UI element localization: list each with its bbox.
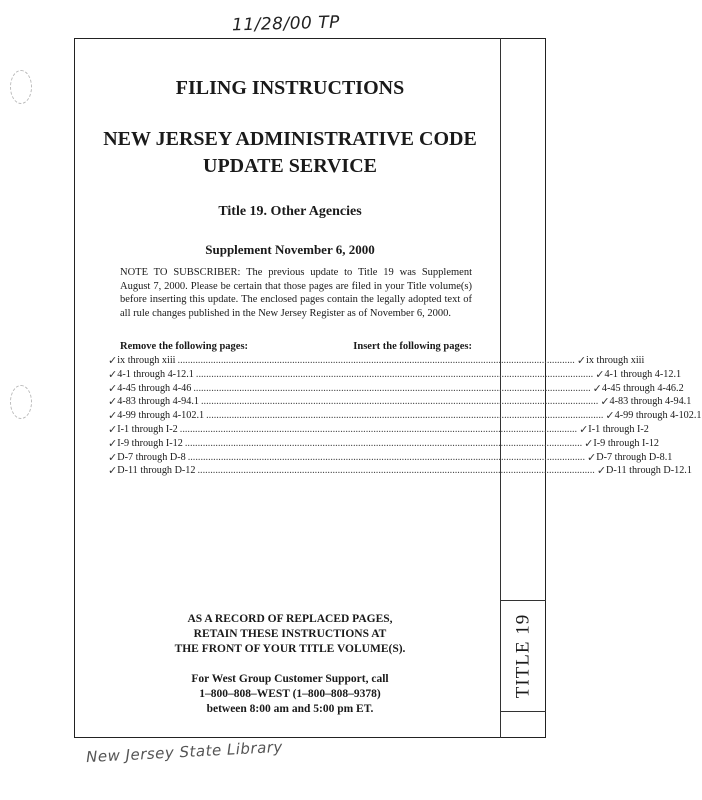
check-mark-icon: ✓ [596,464,607,478]
check-mark-icon: ✓ [579,422,589,436]
record-notice [74,612,506,657]
check-mark-icon: ✓ [576,354,587,367]
remove-pages: 4-1 through 4-12.1 [117,368,194,380]
record-notice-line-2: RETAIN THESE INSTRUCTIONS AT [193,628,387,640]
remove-pages: D-11 through D-12 [117,465,196,477]
insert-pages: 4-1 through 4-12.1 [604,368,682,380]
check-mark-icon: ✓ [600,395,610,409]
remove-pages: 4-45 through 4-46 [117,382,192,394]
remove-pages: I-1 through I-2 [117,423,178,435]
record-notice-line-3: THE FRONT OF YOUR TITLE VOLUME(S). [174,643,406,655]
list-item [108,464,692,478]
record-notice-line-1: AS A RECORD OF REPLACED PAGES, [187,613,393,625]
binder-hole [10,385,32,419]
insert-pages: D-7 through D-8.1 [596,451,673,463]
title-tab [500,600,546,712]
remove-pages: 4-83 through 4-94.1 [117,396,199,408]
check-mark-icon: ✓ [108,367,118,381]
check-mark-icon: ✓ [108,464,118,478]
check-mark-icon: ✓ [584,436,594,450]
insert-pages-header: Insert the following pages: [353,341,472,352]
list-item [108,367,682,382]
subscriber-note: NOTE TO SUBSCRIBER: The previous update to Title 19 was Supplement August 7, 2000. Please be certain that those pages are filed in your Title volume(s) before inserting this update. The enclosed pages contain the legally adopted text of all rule changes published in the New Jersey Register as of November 6, 2000. [120,267,472,319]
remove-pages: D-7 through D-8 [117,451,186,463]
subtitle-line-1: NEW JERSEY ADMINISTRATIVE CODE [103,128,477,150]
check-mark-icon: ✓ [108,450,118,464]
supplement-date: Supplement November 6, 2000 [205,242,375,257]
page-title: FILING INSTRUCTIONS [175,77,405,99]
remove-pages: ix through xiii [117,355,176,366]
customer-support [74,672,506,717]
support-phone: 1–800–808–WEST (1–800–808–9378) [199,688,381,700]
library-stamp: New Jersey State Library [85,737,284,767]
leader-dots: ............................................................................................................................................................ [206,410,604,422]
page-list [108,354,702,478]
check-mark-icon: ✓ [595,367,605,381]
title-number: Title 19. Other Agencies [218,204,362,219]
list-item [108,381,684,396]
insert-pages: D-11 through D-12.1 [606,465,692,477]
list-item [108,354,645,368]
leader-dots: ............................................................................................................................................................ [184,437,583,449]
check-mark-icon: ✓ [605,409,615,423]
support-line-1: For West Group Customer Support, call [191,673,389,685]
leader-dots: ............................................................................................................................................................ [197,465,595,477]
list-item [108,409,702,423]
insert-pages: 4-45 through 4-46.2 [601,382,684,394]
check-mark-icon: ✓ [108,409,118,423]
page-subtitle [74,126,506,180]
binder-hole [10,70,32,104]
check-mark-icon: ✓ [108,422,118,436]
check-mark-icon: ✓ [108,395,118,409]
list-item [108,422,649,437]
subtitle-line-2: UPDATE SERVICE [203,155,377,177]
list-item [108,436,660,451]
check-mark-icon: ✓ [108,381,118,395]
insert-pages: 4-99 through 4-102.1 [614,410,702,422]
leader-dots: ............................................................................................................................................................ [177,355,575,366]
handwritten-date-note: 11/28/00 TP [231,12,341,36]
remove-pages: 4-99 through 4-102.1 [117,410,205,422]
leader-dots: ............................................................................................................................................................ [193,382,591,394]
remove-pages-header: Remove the following pages: [120,341,249,352]
insert-pages: I-9 through I-12 [593,437,660,449]
insert-pages: ix through xiii [586,355,645,366]
check-mark-icon: ✓ [108,436,118,450]
leader-dots: ............................................................................................................................................................ [179,423,578,435]
list-item [108,450,673,465]
insert-pages: I-1 through I-2 [588,423,649,435]
leader-dots: ............................................................................................................................................................ [201,396,599,408]
insert-pages: 4-83 through 4-94.1 [609,396,692,408]
check-mark-icon: ✓ [587,450,597,464]
support-hours: between 8:00 am and 5:00 pm ET. [206,703,374,715]
leader-dots: ............................................................................................................................................................ [195,368,594,380]
list-item [108,395,692,409]
remove-pages: I-9 through I-12 [117,437,183,449]
title-tab-label: TITLE 19 [512,613,534,699]
leader-dots: ............................................................................................................................................................ [187,451,586,463]
check-mark-icon: ✓ [592,381,602,395]
check-mark-icon: ✓ [108,354,118,367]
